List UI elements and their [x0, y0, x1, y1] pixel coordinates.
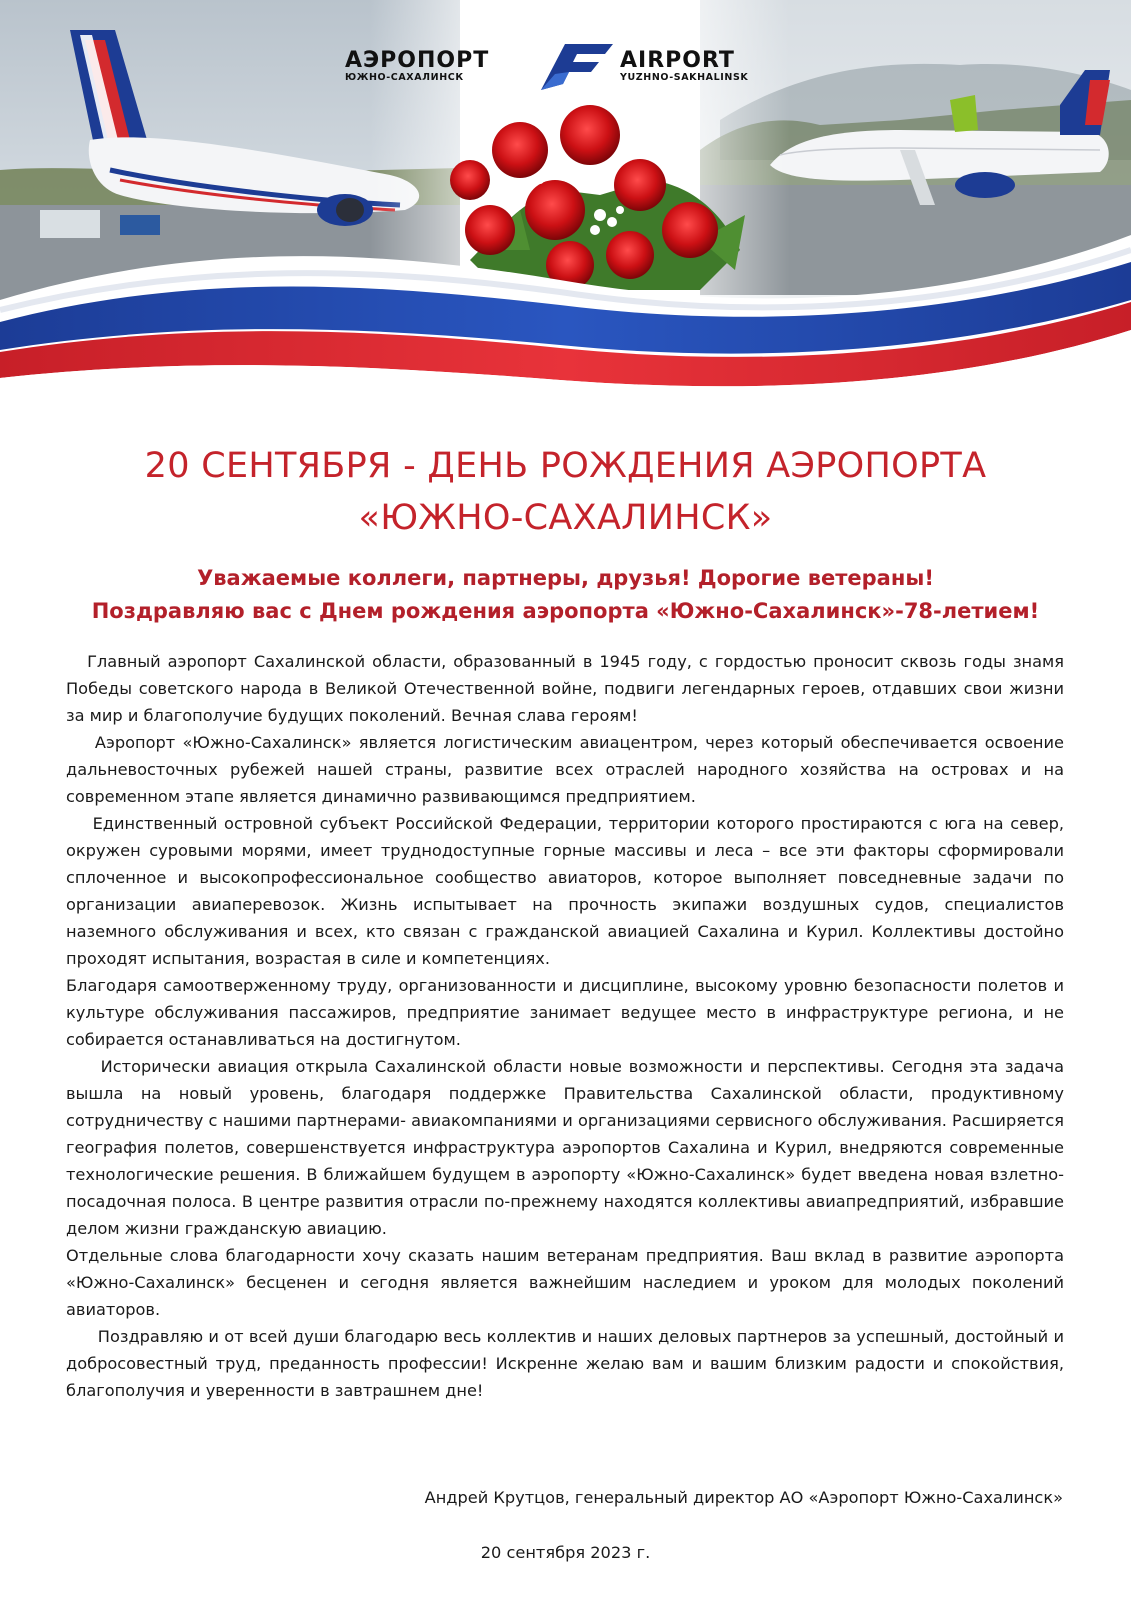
paragraph-1: Главный аэропорт Сахалинской области, образованный в 1945 году, с гордостью проносит сквозь годы знамя Победы советского народа в Великой Отечественной войне, подвиги легендарных героев, отдавших свои жизни за мир и благополучие будущих поколений. Вечная слава героям! — [66, 652, 1070, 725]
paragraph-4: Благодаря самоотверженному труду, организованности и дисциплине, высокому уровню безопасности полетов и культуре обслуживания пассажиров, предприятие занимает ведущее место в инфраструктуре региона, и не собирается останавливаться на достигнутом. — [66, 976, 1070, 1049]
page-title-line2: «ЮЖНО-САХАЛИНСК» — [358, 498, 773, 538]
greeting-line1: Уважаемые коллеги, партнеры, друзья! Дорогие ветераны! — [197, 566, 934, 590]
paragraph-6: Отдельные слова благодарности хочу сказать нашим ветеранам предприятия. Ваш вклад в развитие аэропорта «Южно-Сахалинск» бесценен и сегодня является важнейшим наследием и уроком для молодых поколений авиаторов. — [66, 1246, 1070, 1319]
letter-date: 20 сентября 2023 г. — [480, 1543, 651, 1562]
logo-en-sub: YUZHNO-SAKHALINSK — [620, 72, 749, 83]
page-title — [0, 440, 1131, 544]
logo-ru-main: АЭРОПОРТ — [345, 48, 490, 73]
signature: Андрей Крутцов, генеральный директор АО «Аэропорт Южно-Сахалинск» — [424, 1488, 1063, 1507]
logo-ru-sub: ЮЖНО-САХАЛИНСК — [345, 72, 464, 83]
airport-logo — [345, 40, 785, 90]
greeting-line2: Поздравляю вас с Днем рождения аэропорта «Южно-Сахалинск»-78-летием! — [91, 599, 1040, 623]
paragraph-2: Аэропорт «Южно-Сахалинск» является логистическим авиацентром, через который обеспечивается освоение дальневосточных рубежей нашей страны, развитие всех отраслей народного хозяйства на островах и на современном этапе является динамично развивающимся предприятием. — [66, 733, 1070, 806]
header-banner — [0, 0, 1131, 410]
logo-en-main: AIRPORT — [620, 48, 735, 73]
page-title-line1: 20 СЕНТЯБРЯ - ДЕНЬ РОЖДЕНИЯ АЭРОПОРТА — [144, 446, 987, 486]
paragraph-7: Поздравляю и от всей души благодарю весь коллектив и наших деловых партнеров за успешный, достойный и добросовестный труд, преданность профессии! Искренне желаю вам и вашим близким радости и спокойствия, благополучия и уверенности в завтрашнем дне! — [66, 1327, 1070, 1400]
logo-ru — [345, 50, 489, 84]
logo-en — [620, 50, 748, 84]
airport-logo-icon — [535, 40, 615, 92]
paragraph-3: Единственный островной субъект Российской Федерации, территории которого простираются с юга на север, окружен суровыми морями, имеет труднодоступные горные массивы и леса – все эти факторы сформировали сплоченное и высокопрофессиональное сообщество авиаторов, которое выполняет повседневные задачи по организации авиаперевозок. Жизнь испытывает на прочность экипажи воздушных судов, специалистов наземного обслуживания и всех, кто связан с гражданской авиацией Сахалина и Курил. Коллективы достойно проходят испытания, возрастая в силе и компетенциях. — [66, 814, 1070, 968]
letter-body — [66, 648, 1070, 1404]
greeting — [0, 562, 1131, 628]
paragraph-5: Исторически авиация открыла Сахалинской области новые возможности и перспективы. Сегодня эта задача вышла на новый уровень, благодаря поддержке Правительства Сахалинской области, продуктивному сотрудничеству с нашими партнерами- авиакомпаниями и организациями сервисного обслуживания. Расширяется география полетов, совершенствуется инфраструктура аэропортов Сахалина и Курил, внедряются современные технологические решения. В ближайшем будущем в аэропорту «Южно-Сахалинск» будет введена новая взлетно-посадочная полоса. В центре развития отрасли по-прежнему находятся коллективы авиапредприятий, избравшие делом жизни гражданскую авиацию. — [66, 1057, 1070, 1238]
